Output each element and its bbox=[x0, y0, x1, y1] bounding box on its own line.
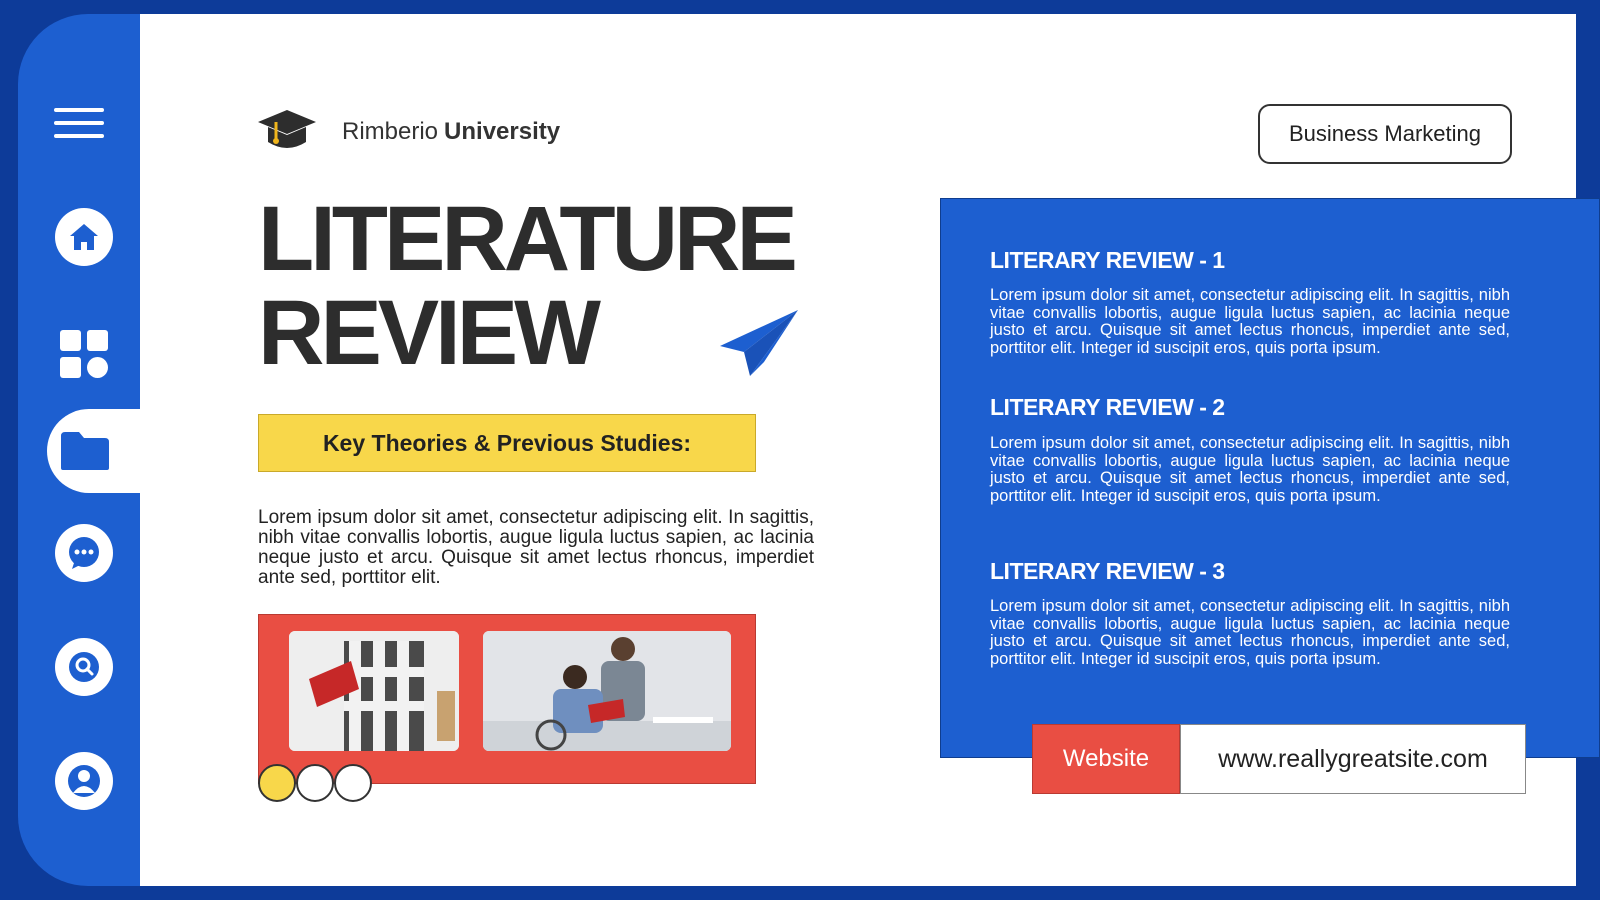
chat-icon[interactable] bbox=[55, 524, 113, 582]
business-marketing-button[interactable]: Business Marketing bbox=[1258, 104, 1512, 164]
review-3-title: LITERARY REVIEW - 3 bbox=[990, 558, 1225, 584]
search-icon[interactable] bbox=[55, 638, 113, 696]
carousel-dot-1[interactable] bbox=[258, 764, 296, 802]
carousel-dot-2[interactable] bbox=[296, 764, 334, 802]
review-1-title: LITERARY REVIEW - 1 bbox=[990, 247, 1225, 273]
title-line-2: REVIEW bbox=[258, 282, 597, 384]
students-studying-photo bbox=[483, 631, 731, 751]
menu-icon[interactable] bbox=[54, 108, 104, 140]
website-label[interactable]: Website bbox=[1032, 724, 1180, 794]
brand-bold: University bbox=[444, 118, 561, 145]
dashboard-icon[interactable] bbox=[60, 330, 110, 380]
carousel-dot-3[interactable] bbox=[334, 764, 372, 802]
title-line-1: LITERATURE bbox=[258, 188, 794, 290]
home-icon[interactable] bbox=[55, 208, 113, 266]
brand-light: Rimberio bbox=[342, 118, 439, 145]
key-theories-label: Key Theories & Previous Studies: bbox=[258, 414, 756, 472]
user-icon[interactable] bbox=[55, 752, 113, 810]
page-title bbox=[258, 188, 794, 384]
review-2-title: LITERARY REVIEW - 2 bbox=[990, 394, 1225, 420]
student-reading-photo bbox=[289, 631, 459, 751]
review-3-body: Lorem ipsum dolor sit amet, consectetur adipiscing elit. In sagittis, nibh vitae convallis lobortis, augue ligula luctus sapien, ac lacinia neque justo et arcu. Quisque sit amet lectus rhoncus, imperdiet ante sed, porttitor elit. Integer id suscipit eros, quis porta ipsum. bbox=[990, 597, 1510, 668]
folder-icon[interactable] bbox=[47, 409, 143, 493]
paper-plane-icon bbox=[716, 306, 804, 382]
photo-gallery bbox=[258, 614, 756, 784]
review-2-body: Lorem ipsum dolor sit amet, consectetur adipiscing elit. In sagittis, nibh vitae convallis lobortis, augue ligula luctus sapien, ac lacinia neque justo et arcu. Quisque sit amet lectus rhoncus, imperdiet ante sed, porttitor elit. Integer id suscipit eros, quis porta ipsum. bbox=[990, 434, 1510, 505]
brand-name bbox=[342, 118, 560, 146]
website-url[interactable]: www.reallygreatsite.com bbox=[1180, 724, 1526, 794]
review-1-body: Lorem ipsum dolor sit amet, consectetur adipiscing elit. In sagittis, nibh vitae convallis lobortis, augue ligula luctus sapien, ac lacinia neque justo et arcu. Quisque sit amet lectus rhoncus, imperdiet ante sed, porttitor elit. Integer id suscipit eros, quis porta ipsum. bbox=[990, 286, 1510, 357]
intro-text: Lorem ipsum dolor sit amet, consectetur adipiscing elit. In sagittis, nibh vitae convallis lobortis, augue ligula luctus sapien, ac lacinia neque justo et arcu. Quisque sit amet lectus rhoncus, imperdiet ante sed, porttitor elit. bbox=[258, 507, 814, 588]
graduation-cap-icon bbox=[256, 106, 318, 156]
